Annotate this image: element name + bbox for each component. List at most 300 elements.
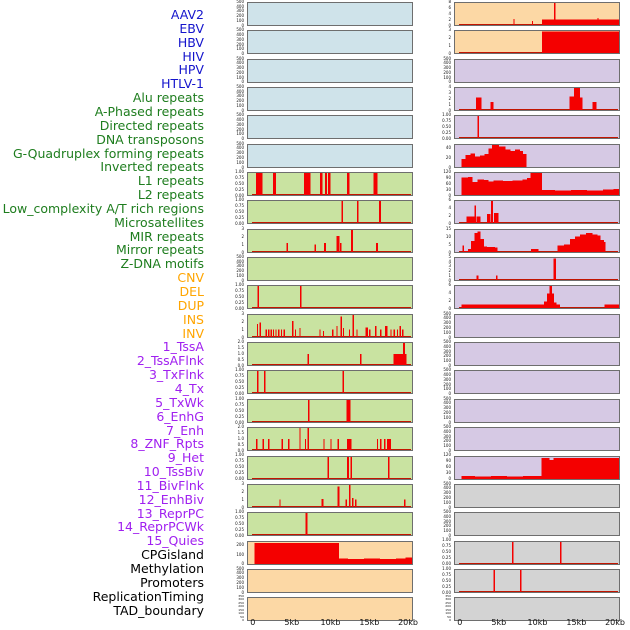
y-tick-label: 1.00 — [235, 509, 244, 515]
y-axis-ticks — [205, 197, 245, 227]
y-tick-label: 0 — [241, 22, 244, 28]
row-label: MIR repeats — [129, 228, 204, 244]
y-axis-ticks — [412, 83, 452, 113]
y-tick-label: 100 — [443, 443, 451, 449]
y-tick-label: 60 — [445, 464, 451, 470]
track-plot — [247, 569, 413, 593]
row-label: 4_Tx — [174, 380, 204, 396]
row-label: 9_Het — [167, 450, 204, 466]
y-tick-label: 30 — [445, 186, 451, 192]
y-tick-label: 300 — [445, 597, 451, 602]
y-tick-label: 200 — [443, 353, 451, 359]
row-label: L1 repeats — [137, 173, 204, 189]
y-tick-label: 300 — [443, 348, 451, 354]
y-tick-label: 100 — [236, 46, 244, 52]
y-tick-label: 0 — [448, 221, 451, 227]
y-tick-label: 0.00 — [442, 561, 451, 567]
y-tick-label: 2.0 — [237, 423, 244, 429]
y-tick-label: 0.25 — [235, 215, 244, 221]
x-axis-tick-label: 20kb — [605, 618, 625, 627]
y-axis-ticks — [412, 480, 452, 510]
y-tick-label: 200 — [443, 410, 451, 416]
y-tick-label: 0.5 — [237, 441, 244, 447]
y-tick-label: 1 — [448, 43, 451, 49]
y-tick-label: 2 — [448, 16, 451, 22]
row-label: CPGisland — [141, 547, 204, 563]
y-tick-label: 500 — [443, 338, 451, 344]
y-tick-label: 0 — [448, 79, 451, 85]
y-axis-ticks — [205, 55, 245, 85]
y-tick-label: 400 — [236, 88, 244, 94]
y-tick-label: 0.0 — [237, 362, 244, 368]
y-tick-label: 500 — [236, 253, 244, 259]
x-axis-tick-label: 0 — [250, 618, 256, 627]
track-plot — [454, 229, 620, 253]
y-tick-label: 400 — [443, 315, 451, 321]
y-tick-label: 1.00 — [442, 537, 451, 543]
row-label: HPV — [178, 62, 204, 78]
y-tick-label: 150 — [445, 607, 451, 612]
row-label: INS — [183, 311, 204, 327]
y-tick-label: 0.25 — [442, 555, 451, 561]
y-tick-label: 2 — [241, 233, 244, 239]
y-tick-label: 0.25 — [442, 130, 451, 136]
y-axis-ticks — [205, 225, 245, 255]
y-tick-label: 500 — [236, 0, 244, 4]
y-axis-ticks — [205, 480, 245, 510]
y-tick-label: 0.25 — [442, 583, 451, 589]
y-tick-label: 300 — [443, 65, 451, 71]
y-tick-label: 0 — [241, 334, 244, 340]
y-tick-label: 0 — [448, 51, 451, 57]
y-axis-ticks — [412, 112, 452, 142]
y-tick-label: 4 — [448, 290, 451, 296]
y-axis-ticks — [412, 168, 452, 198]
row-label: 2_TssAFlnk — [136, 353, 204, 369]
y-tick-label: 0.50 — [442, 577, 451, 583]
y-tick-label: 0.25 — [235, 470, 244, 476]
track-plot — [247, 30, 413, 54]
y-tick-label: 200 — [236, 13, 244, 19]
y-tick-label: 0 — [448, 22, 451, 28]
y-tick-label: 0.00 — [442, 589, 451, 595]
track-plot — [247, 285, 413, 309]
y-tick-label: 400 — [236, 570, 244, 576]
y-tick-label: 1 — [241, 241, 244, 247]
track-plot — [454, 285, 620, 309]
row-label: Methylation — [130, 561, 204, 576]
y-tick-label: 100 — [236, 103, 244, 109]
y-tick-label: 300 — [443, 518, 451, 524]
y-axis-ticks — [412, 537, 452, 567]
y-tick-label: 2.0 — [237, 338, 244, 344]
y-axis-ticks — [412, 253, 452, 283]
y-tick-label: 90 — [445, 458, 451, 464]
y-axis-ticks — [205, 509, 245, 538]
y-tick-label: 1.00 — [235, 367, 244, 373]
row-label: Microsatellites — [114, 214, 204, 230]
y-tick-label: 4 — [448, 258, 451, 264]
track-plot — [247, 399, 413, 423]
row-label: EBV — [179, 20, 204, 36]
y-tick-label: 0.75 — [235, 373, 244, 379]
y-tick-label: 1.00 — [442, 112, 451, 118]
row-label: Mirror repeats — [115, 242, 204, 258]
y-tick-label: 400 — [236, 60, 244, 66]
y-tick-label: 0 — [448, 306, 451, 312]
track-plot — [454, 200, 620, 224]
y-tick-label: 3 — [241, 225, 244, 231]
y-tick-label: 300 — [236, 575, 244, 581]
y-tick-label: 2 — [448, 298, 451, 304]
y-tick-label: 500 — [443, 55, 451, 61]
y-tick-label: 0 — [448, 476, 451, 482]
y-tick-label: 250 — [445, 600, 451, 605]
y-axis-ticks — [205, 83, 245, 113]
y-tick-label: 300 — [236, 36, 244, 42]
y-tick-label: 1.5 — [237, 344, 244, 350]
y-tick-label: 1 — [241, 496, 244, 502]
y-tick-label: 60 — [445, 180, 451, 186]
y-tick-label: 3 — [448, 27, 451, 33]
y-tick-label: 50 — [447, 614, 451, 619]
y-tick-label: 4 — [448, 205, 451, 211]
row-label: 3_TxFlnk — [148, 367, 204, 383]
y-tick-label: 400 — [236, 31, 244, 37]
y-tick-label: 200 — [236, 154, 244, 160]
y-tick-label: 0 — [448, 107, 451, 113]
y-tick-label: 1.00 — [235, 168, 244, 174]
y-tick-label: 300 — [236, 150, 244, 156]
y-tick-label: 0.25 — [235, 413, 244, 419]
y-tick-label: 400 — [443, 485, 451, 491]
track-plot — [247, 342, 413, 366]
y-tick-label: 0.75 — [235, 401, 244, 407]
y-tick-label: 300 — [443, 490, 451, 496]
y-tick-label: 1 — [241, 326, 244, 332]
track-plot — [454, 541, 620, 565]
y-tick-label: 400 — [443, 513, 451, 519]
y-tick-label: 0.00 — [235, 192, 244, 198]
y-tick-label: 0 — [241, 51, 244, 57]
x-axis-tick-label: 15kb — [359, 618, 380, 627]
y-tick-label: 0.50 — [235, 379, 244, 385]
y-tick-label: 350 — [238, 594, 244, 599]
y-tick-label: 0.0 — [237, 447, 244, 453]
y-tick-label: 0.25 — [235, 300, 244, 306]
row-label: 10_TssBiv — [143, 464, 204, 480]
y-tick-label: 100 — [236, 159, 244, 165]
y-tick-label: 0 — [448, 249, 451, 255]
row-label: INV — [182, 325, 204, 341]
y-tick-label: 3 — [448, 89, 451, 95]
y-tick-label: 0 — [448, 504, 451, 510]
track-plot — [454, 370, 620, 394]
y-tick-label: 200 — [443, 523, 451, 529]
y-axis-ticks — [412, 509, 452, 538]
y-tick-label: 1.00 — [235, 197, 244, 203]
y-axis-ticks — [205, 541, 245, 565]
y-tick-label: 200 — [236, 69, 244, 75]
y-axis-ticks — [412, 144, 452, 168]
y-tick-label: 3 — [241, 310, 244, 316]
y-tick-label: 6 — [448, 197, 451, 203]
y-axis-ticks — [412, 338, 452, 368]
row-label: G-Quadruplex forming repeats — [12, 145, 204, 161]
y-tick-label: 0.75 — [442, 543, 451, 549]
y-tick-label: 0.5 — [237, 356, 244, 362]
y-tick-label: 0.50 — [235, 294, 244, 300]
y-tick-label: 8 — [448, 0, 451, 4]
y-tick-label: 200 — [443, 324, 451, 330]
y-axis-ticks — [205, 594, 245, 623]
y-tick-label: 0.25 — [235, 186, 244, 192]
x-axis-tick-label: 10kb — [320, 618, 341, 627]
y-tick-label: 500 — [443, 509, 451, 515]
y-tick-label: 100 — [443, 74, 451, 80]
y-axis-ticks — [412, 395, 452, 425]
y-tick-label: 0.00 — [235, 533, 244, 538]
x-axis-tick-label: 5kb — [491, 618, 507, 627]
track-plot — [454, 30, 620, 54]
y-tick-label: 100 — [443, 386, 451, 392]
row-label: TAD_boundary — [113, 602, 204, 618]
row-label: Directed repeats — [99, 117, 204, 133]
y-tick-label: 300 — [236, 263, 244, 269]
y-tick-label: 300 — [443, 376, 451, 382]
y-tick-label: 100 — [236, 131, 244, 137]
y-tick-label: 20 — [445, 154, 451, 160]
track-plot — [454, 257, 620, 281]
y-tick-label: 100 — [236, 18, 244, 23]
y-tick-label: 200 — [236, 268, 244, 274]
y-axis-ticks — [205, 565, 245, 595]
y-tick-label: 400 — [443, 400, 451, 406]
track-plot — [247, 59, 413, 83]
y-tick-label: 0.75 — [235, 515, 244, 520]
y-tick-label: 0 — [448, 192, 451, 198]
y-axis-ticks — [412, 310, 452, 340]
y-tick-label: 100 — [443, 414, 451, 420]
y-tick-label: 500 — [236, 112, 244, 118]
row-label: L2 repeats — [137, 187, 204, 203]
row-label: DUP — [177, 297, 204, 313]
x-axis-tick-label: 0 — [457, 618, 463, 627]
track-plot — [454, 59, 620, 83]
y-tick-label: 300 — [236, 121, 244, 127]
y-tick-label: 300 — [236, 93, 244, 99]
y-tick-label: 400 — [443, 428, 451, 434]
y-tick-label: 200 — [443, 438, 451, 444]
track-plot — [454, 427, 620, 451]
track-plot — [247, 541, 413, 565]
track-plot — [454, 115, 620, 139]
y-tick-label: 5 — [448, 253, 451, 259]
track-plot — [454, 512, 620, 536]
y-axis-ticks — [205, 2, 245, 26]
y-tick-label: 0.50 — [235, 521, 244, 526]
y-tick-label: 6 — [448, 4, 451, 10]
y-axis-ticks — [412, 197, 452, 227]
y-axis-ticks — [205, 168, 245, 198]
row-label: AAV2 — [170, 7, 204, 22]
y-tick-label: 300 — [236, 8, 244, 14]
y-tick-label: 100 — [236, 584, 244, 590]
row-label: 12_EnhBiv — [138, 491, 204, 507]
y-tick-label: 100 — [443, 358, 451, 364]
y-tick-label: 0 — [241, 504, 244, 510]
y-tick-label: 0 — [448, 419, 451, 425]
y-tick-label: 0 — [448, 362, 451, 368]
y-tick-label: 100 — [236, 74, 244, 80]
y-tick-label: 0.50 — [235, 407, 244, 413]
y-tick-label: 200 — [236, 580, 244, 586]
y-tick-label: 0.75 — [235, 203, 244, 209]
y-tick-label: 400 — [443, 60, 451, 66]
row-label: 13_ReprPC — [136, 505, 204, 521]
y-tick-label: 200 — [443, 495, 451, 501]
y-tick-label: 0.50 — [235, 464, 244, 470]
row-label: Inverted repeats — [100, 159, 204, 175]
y-axis-ticks — [412, 565, 452, 595]
y-tick-label: 200 — [236, 98, 244, 104]
y-tick-label: 0.75 — [442, 571, 451, 577]
y-tick-label: 0.25 — [235, 385, 244, 391]
y-tick-label: 0.50 — [235, 209, 244, 215]
y-tick-label: 500 — [443, 480, 451, 486]
y-tick-label: 4 — [448, 83, 451, 89]
y-tick-label: 0 — [241, 107, 244, 113]
y-tick-label: 0.00 — [235, 221, 244, 227]
y-tick-label: 0.75 — [235, 174, 244, 180]
track-plot — [454, 456, 620, 480]
row-label: 1_TssA — [162, 339, 204, 355]
y-tick-label: 200 — [445, 604, 451, 609]
row-label: 7_Enh — [166, 422, 204, 438]
y-tick-label: 90 — [445, 174, 451, 180]
y-tick-label: 2 — [448, 35, 451, 41]
y-tick-label: 2 — [448, 213, 451, 219]
y-axis-ticks — [205, 112, 245, 142]
y-tick-label: 400 — [443, 343, 451, 349]
track-plot — [247, 370, 413, 394]
row-label: Z-DNA motifs — [120, 256, 204, 272]
y-tick-label: 100 — [443, 528, 451, 534]
y-tick-label: 0 — [449, 618, 451, 623]
y-tick-label: 0 — [241, 164, 244, 170]
y-tick-label: 0.75 — [442, 118, 451, 124]
y-tick-label: 300 — [443, 405, 451, 411]
y-axis-ticks — [412, 594, 452, 623]
y-tick-label: 2 — [241, 318, 244, 324]
track-plot — [247, 257, 413, 281]
y-tick-label: 500 — [236, 83, 244, 89]
y-tick-label: 2 — [241, 488, 244, 494]
track-plot — [247, 512, 413, 536]
y-tick-label: 500 — [236, 140, 244, 146]
track-plot — [247, 172, 413, 196]
y-tick-label: 50 — [240, 614, 244, 619]
y-tick-label: 0 — [448, 533, 451, 538]
x-axis-tick-label: 20kb — [398, 618, 418, 627]
y-axis-ticks — [412, 55, 452, 85]
row-label: DNA transposons — [96, 131, 204, 147]
y-tick-label: 200 — [236, 542, 244, 548]
y-tick-label: 250 — [238, 600, 244, 605]
row-label: DEL — [179, 284, 204, 299]
y-axis-ticks — [205, 395, 245, 425]
y-tick-label: 0.00 — [235, 391, 244, 397]
row-label: HTLV-1 — [161, 76, 204, 92]
y-tick-label: 0 — [241, 136, 244, 142]
y-tick-label: 40 — [445, 145, 451, 151]
y-tick-label: 120 — [443, 452, 451, 458]
y-tick-label: 100 — [236, 551, 244, 557]
track-plot — [454, 87, 620, 111]
row-label: 8_ZNF_Rpts — [130, 436, 204, 452]
y-tick-label: 0 — [241, 561, 244, 567]
track-plot — [247, 484, 413, 508]
y-tick-label: 0.00 — [235, 306, 244, 312]
y-tick-label: 1.0 — [237, 350, 244, 356]
y-axis-ticks — [412, 367, 452, 397]
y-tick-label: 0.50 — [442, 124, 451, 130]
y-tick-label: 0.00 — [235, 476, 244, 482]
track-plot — [454, 144, 620, 168]
track-plot — [247, 115, 413, 139]
track-plot — [454, 314, 620, 338]
row-label: 14_ReprPCWk — [117, 519, 204, 535]
y-tick-label: 3 — [241, 480, 244, 486]
track-plot — [247, 229, 413, 253]
row-label: Promoters — [140, 574, 204, 590]
track-plot — [454, 342, 620, 366]
y-tick-label: 0 — [241, 79, 244, 85]
y-axis-ticks — [205, 140, 245, 170]
track-plot — [247, 87, 413, 111]
row-label: A-Phased repeats — [94, 103, 204, 119]
y-axis-ticks — [205, 310, 245, 340]
y-tick-label: 1.00 — [442, 565, 451, 571]
y-tick-label: 3 — [448, 263, 451, 269]
y-tick-label: 30 — [445, 470, 451, 476]
y-tick-label: 0.50 — [442, 549, 451, 555]
track-plot — [454, 399, 620, 423]
y-axis-ticks — [412, 27, 452, 57]
y-tick-label: 300 — [238, 597, 244, 602]
row-label: 11_BivFlnk — [136, 477, 204, 493]
y-tick-label: 0 — [448, 164, 451, 170]
x-axis-tick-label: 10kb — [527, 618, 548, 627]
track-plot — [247, 427, 413, 451]
y-axis-ticks — [205, 27, 245, 57]
y-tick-label: 1 — [448, 273, 451, 279]
y-tick-label: 0 — [448, 334, 451, 340]
row-label: Alu repeats — [132, 90, 204, 106]
y-tick-label: 150 — [238, 607, 244, 612]
y-axis-ticks — [412, 282, 452, 312]
y-axis-ticks — [412, 452, 452, 482]
y-tick-label: 5 — [448, 241, 451, 247]
track-plot — [247, 314, 413, 338]
y-tick-label: 100 — [445, 611, 451, 616]
track-plot — [454, 569, 620, 593]
row-label: 6_EnhG — [156, 408, 204, 424]
y-tick-label: 1.00 — [235, 395, 244, 401]
y-tick-label: 200 — [443, 69, 451, 75]
y-tick-label: 2 — [448, 268, 451, 274]
track-plot — [247, 200, 413, 224]
